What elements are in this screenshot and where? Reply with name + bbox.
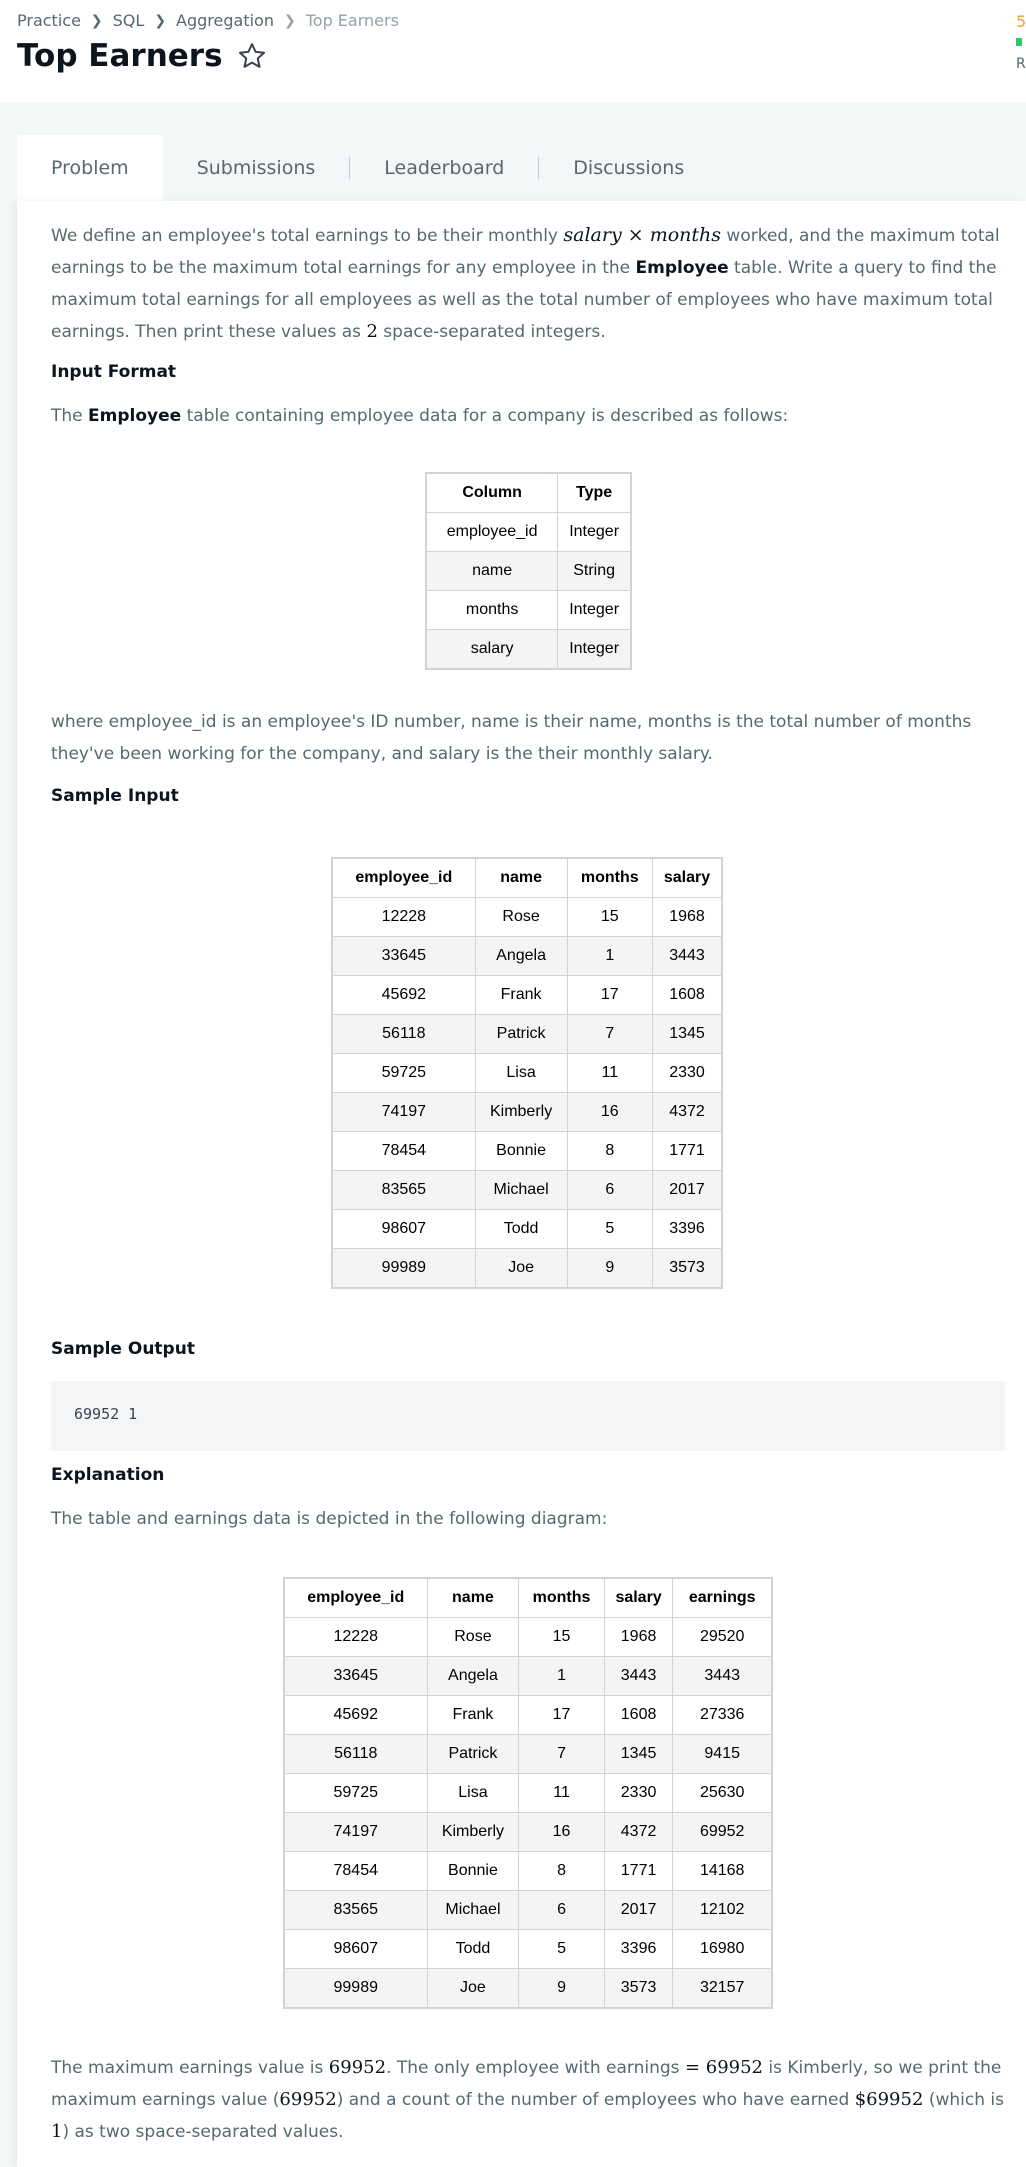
math-value: $69952 [854,2089,924,2110]
table-cell: 9415 [673,1735,772,1774]
tab-leaderboard[interactable]: Leaderboard [384,157,505,179]
table-cell: 29520 [673,1618,772,1657]
table-cell: 59725 [332,1054,475,1093]
table-cell: 2330 [653,1054,722,1093]
text: table. Write a query to find the maximum total earnings for all employees as well as the total number of employees who have maximum total earnings. Then print these values as [51,258,997,342]
explanation-row [284,1813,772,1852]
score-number: 5 [1016,12,1026,31]
table-cell: 3573 [653,1249,722,1289]
explanation-heading: Explanation [51,1465,165,1485]
table-cell: 78454 [284,1852,427,1891]
table-cell: 1345 [604,1735,673,1774]
table-cell: 6 [519,1891,604,1930]
breadcrumb [17,11,399,30]
table-cell: 12228 [284,1618,427,1657]
column-header: salary [604,1578,673,1618]
table-cell: 83565 [284,1891,427,1930]
chevron-right-icon: ❯ [283,12,296,29]
table-cell: Michael [427,1891,519,1930]
text: We define an employee's total earnings to be their monthly [51,226,564,246]
table-cell: Angela [427,1657,519,1696]
table-cell: 1345 [653,1015,722,1054]
text: The [51,406,89,426]
schema-row [426,552,631,591]
math-two: 2 [366,321,378,342]
table-cell: Todd [475,1210,567,1249]
table-cell: 17 [567,976,652,1015]
table-cell: 3396 [653,1210,722,1249]
table-cell: 56118 [284,1735,427,1774]
table-cell: Rose [427,1618,519,1657]
sample-row [332,1249,722,1289]
column-header: employee_id [284,1578,427,1618]
schema-table [425,472,632,670]
chevron-right-icon: ❯ [154,12,167,29]
table-cell: 11 [519,1774,604,1813]
conclusion-text [51,2052,1011,2148]
table-cell: 1968 [604,1618,673,1657]
table-cell: Rose [475,898,567,937]
explanation-row [284,1969,772,2009]
rank-letter: R [1016,56,1026,72]
explanation-intro: The table and earnings data is depicted in the following diagram: [51,1509,608,1529]
sample-row [332,898,722,937]
sample-output-heading: Sample Output [51,1339,195,1359]
table-cell: 8 [519,1852,604,1891]
table-cell: 12228 [332,898,475,937]
table-cell: 3443 [604,1657,673,1696]
table-cell: 5 [567,1210,652,1249]
breadcrumb-practice[interactable]: Practice [17,11,81,30]
math-value: = 69952 [684,2057,764,2078]
employee-table-name: Employee [635,258,729,278]
table-cell: Joe [475,1249,567,1289]
table-cell: 32157 [673,1969,772,2009]
explanation-row [284,1930,772,1969]
table-cell: 98607 [332,1210,475,1249]
column-header: months [519,1578,604,1618]
tab-submissions[interactable]: Submissions [196,157,316,179]
page-title: Top Earners [17,38,223,74]
table-cell: 5 [519,1930,604,1969]
table-cell: 3443 [653,937,722,976]
text: table containing employee data for a company is described as follows: [181,406,789,426]
table-cell: 3396 [604,1930,673,1969]
table-cell: Kimberly [427,1813,519,1852]
column-header: name [475,858,567,898]
chevron-right-icon: ❯ [90,12,103,29]
table-cell: 69952 [673,1813,772,1852]
table-cell: Bonnie [475,1132,567,1171]
sample-row [332,976,722,1015]
table-cell: 11 [567,1054,652,1093]
table-cell: 14168 [673,1852,772,1891]
table-cell: 16980 [673,1930,772,1969]
column-header: earnings [673,1578,772,1618]
score-indicator [1016,12,1026,72]
table-cell: Kimberly [475,1093,567,1132]
explanation-table [283,1577,773,2009]
tab-discussions[interactable]: Discussions [573,157,685,179]
table-cell: 74197 [332,1093,475,1132]
problem-statement [17,201,1026,2167]
sample-row [332,937,722,976]
explanation-row [284,1735,772,1774]
problem-description [51,219,1011,348]
explanation-row [284,1891,772,1930]
table-cell: 1 [567,937,652,976]
column-header: salary [653,858,722,898]
header [0,0,1026,102]
table-cell: 7 [519,1735,604,1774]
table-cell: 1968 [653,898,722,937]
table-cell: employee_id [426,513,558,552]
table-cell: 2017 [653,1171,722,1210]
table-cell: String [558,552,631,591]
table-cell: 56118 [332,1015,475,1054]
table-cell: Joe [427,1969,519,2009]
table-cell: Lisa [475,1054,567,1093]
table-cell: Frank [427,1696,519,1735]
text: (which is [923,2090,1004,2110]
table-cell: Michael [475,1171,567,1210]
table-cell: 83565 [332,1171,475,1210]
table-cell: salary [426,630,558,670]
schema-row [426,630,631,670]
table-cell: 1608 [604,1696,673,1735]
table-cell: 45692 [332,976,475,1015]
table-header-row [284,1578,772,1618]
table-cell: 16 [567,1093,652,1132]
table-cell: 3573 [604,1969,673,2009]
sample-input-table [331,857,723,1289]
schema-row [426,591,631,630]
table-cell: 99989 [284,1969,427,2009]
sample-row [332,1015,722,1054]
table-cell: 9 [567,1249,652,1289]
table-cell: 59725 [284,1774,427,1813]
table-cell: 2017 [604,1891,673,1930]
table-cell: 74197 [284,1813,427,1852]
table-cell: 25630 [673,1774,772,1813]
explanation-row [284,1618,772,1657]
math-value: 69952 [328,2057,387,2078]
table-cell: 8 [567,1132,652,1171]
text: . The only employee with earnings [386,2058,685,2078]
table-cell: 1771 [653,1132,722,1171]
table-cell: Patrick [427,1735,519,1774]
star-icon[interactable] [237,41,267,71]
table-cell: Bonnie [427,1852,519,1891]
column-header: employee_id [332,858,475,898]
table-cell: 9 [519,1969,604,2009]
explanation-row [284,1696,772,1735]
table-cell: 3443 [673,1657,772,1696]
progress-bar [1016,38,1022,46]
column-header: months [567,858,652,898]
math-salary-months: salary × months [563,224,722,246]
breadcrumb-aggregation[interactable]: Aggregation [176,11,274,30]
sample-input-heading: Sample Input [51,786,179,806]
explanation-row [284,1774,772,1813]
table-cell: 1608 [653,976,722,1015]
table-cell: Angela [475,937,567,976]
table-cell: Todd [427,1930,519,1969]
table-cell: 1 [519,1657,604,1696]
sample-row [332,1210,722,1249]
tab-bar [17,135,718,201]
table-cell: 12102 [673,1891,772,1930]
table-cell: 17 [519,1696,604,1735]
sample-row [332,1171,722,1210]
table-cell: 45692 [284,1696,427,1735]
table-cell: 15 [519,1618,604,1657]
table-cell: name [426,552,558,591]
table-cell: 99989 [332,1249,475,1289]
text: The maximum earnings value is [51,2058,329,2078]
table-cell: 27336 [673,1696,772,1735]
table-cell: 7 [567,1015,652,1054]
schema-row [426,513,631,552]
math-value: 1 [51,2121,63,2142]
sample-output-value: 69952 1 [74,1405,138,1423]
text: ) and a count of the number of employees who have earned [336,2090,855,2110]
table-cell: Integer [558,591,631,630]
table-cell: 15 [567,898,652,937]
table-cell: 16 [519,1813,604,1852]
text: worked, and the maximum total earnings to be the maximum total earnings for any employee in the [51,226,1000,278]
text: is Kimberly, so we print the maximum earnings value ( [51,2058,1002,2110]
explanation-row [284,1852,772,1891]
text: space-separated integers. [377,322,606,342]
table-header-row [332,858,722,898]
explanation-row [284,1657,772,1696]
text: ) as two space-separated values. [62,2122,344,2142]
table-cell: 6 [567,1171,652,1210]
table-header-row [426,473,631,513]
sample-row [332,1132,722,1171]
table-cell: Lisa [427,1774,519,1813]
input-format-heading: Input Format [51,362,177,382]
sample-output-block [51,1381,1005,1451]
table-cell: 33645 [332,937,475,976]
column-header: name [427,1578,519,1618]
title-row [17,38,267,74]
table-cell: Integer [558,513,631,552]
table-cell: 1771 [604,1852,673,1891]
table-cell: 33645 [284,1657,427,1696]
employee-table-name: Employee [88,406,182,426]
table-cell: Integer [558,630,631,670]
table-cell: Patrick [475,1015,567,1054]
breadcrumb-current: Top Earners [305,11,399,30]
table-cell: 78454 [332,1132,475,1171]
column-header: Column [426,473,558,513]
sample-row [332,1093,722,1132]
column-header: Type [558,473,631,513]
table-cell: 98607 [284,1930,427,1969]
tab-problem[interactable]: Problem [17,135,163,201]
table-cell: Frank [475,976,567,1015]
table-cell: 4372 [653,1093,722,1132]
sample-row [332,1054,722,1093]
math-value: 69952 [279,2089,337,2110]
table-cell: 4372 [604,1813,673,1852]
breadcrumb-sql[interactable]: SQL [112,11,145,30]
table-cell: months [426,591,558,630]
where-text: where employee_id is an employee's ID number, name is their name, months is the total number of months they've been working for the company, and salary is the their monthly salary. [51,712,972,764]
table-cell: 2330 [604,1774,673,1813]
input-format-text [51,400,1011,432]
